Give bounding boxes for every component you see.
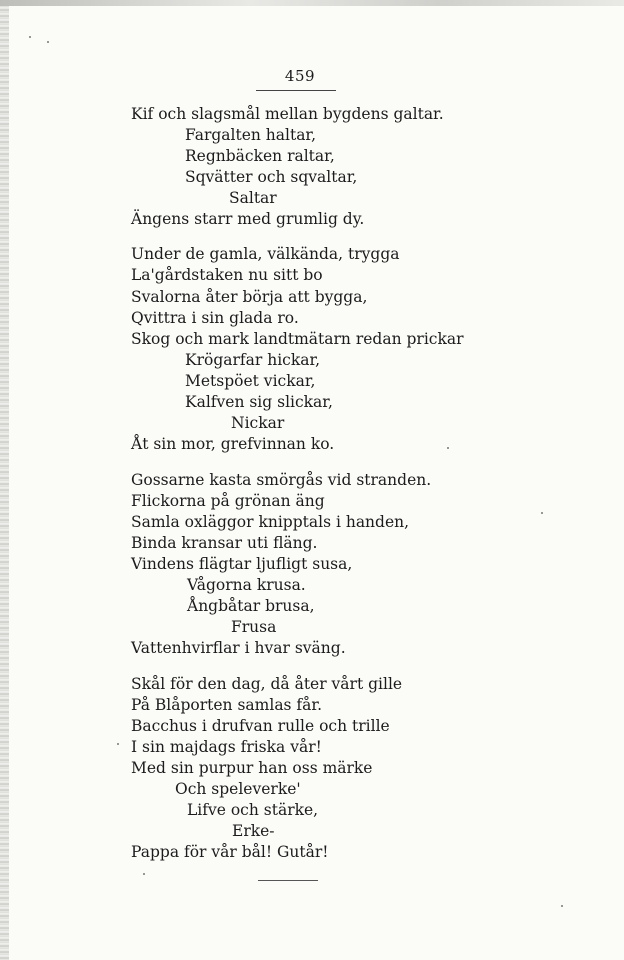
verse-line: Fargalten haltar, [185, 126, 317, 144]
page-edge-left [0, 0, 9, 960]
header-rule [256, 90, 336, 91]
verse-line: Ångbåtar brusa, [187, 597, 315, 615]
verse-line: Med sin purpur han oss märke [131, 759, 373, 777]
verse-line: Svalorna åter börja att bygga, [131, 288, 368, 306]
scan-speck [447, 447, 449, 449]
verse-line: Sqvätter och sqvaltar, [185, 168, 358, 186]
verse-line: Vattenhvirflar i hvar sväng. [131, 639, 346, 657]
verse-line: Bacchus i drufvan rulle och trille [131, 717, 390, 735]
verse-line: Vågorna krusa. [187, 576, 306, 594]
verse-line: Åt sin mor, grefvinnan ko. [131, 435, 335, 453]
verse-line: I sin majdags friska vår! [131, 738, 322, 756]
page-edge-top [0, 0, 624, 6]
verse-line: Skål för den dag, då åter vårt gille [131, 675, 403, 693]
verse-line: Erke- [232, 822, 275, 840]
verse-line: Skog och mark landtmätarn redan prickar [131, 330, 464, 348]
verse-line: Samla oxläggor knipptals i handen, [131, 513, 410, 531]
verse-line: Och speleverke' [175, 780, 301, 798]
verse-line: Flickorna på grönan äng [131, 492, 325, 510]
scan-speck [561, 905, 563, 907]
verse-line: La'gårdstaken nu sitt bo [131, 266, 323, 284]
scan-speck [541, 512, 543, 514]
verse-line: Kalfven sig slickar, [185, 393, 333, 411]
verse-line: Gossarne kasta smörgås vid stranden. [131, 471, 432, 489]
verse-line: Qvittra i sin glada ro. [131, 309, 299, 327]
verse-line: Pappa för vår bål! Gutår! [131, 843, 329, 861]
verse-line: Vindens flägtar ljufligt susa, [131, 555, 353, 573]
verse-line: Frusa [231, 618, 277, 636]
footer-rule [258, 880, 318, 881]
verse-line: Binda kransar uti fläng. [131, 534, 318, 552]
verse-line: På Blåporten samlas får. [131, 696, 323, 714]
scan-speck [29, 36, 31, 38]
scan-speck [117, 743, 119, 745]
verse-line: Nickar [231, 414, 285, 432]
verse-line: Lifve och stärke, [187, 801, 319, 819]
verse-line: Kif och slagsmål mellan bygdens galtar. [131, 105, 444, 123]
scan-speck [47, 41, 49, 43]
verse-line: Regnbäcken raltar, [185, 147, 335, 165]
scan-speck [143, 873, 145, 875]
verse-line: Ängens starr med grumlig dy. [131, 210, 365, 228]
page-number: 459 [284, 67, 316, 85]
verse-line: Under de gamla, välkända, trygga [131, 245, 400, 263]
verse-line: Krögarfar hickar, [185, 351, 321, 369]
verse-line: Saltar [229, 189, 277, 207]
verse-line: Metspöet vickar, [185, 372, 316, 390]
